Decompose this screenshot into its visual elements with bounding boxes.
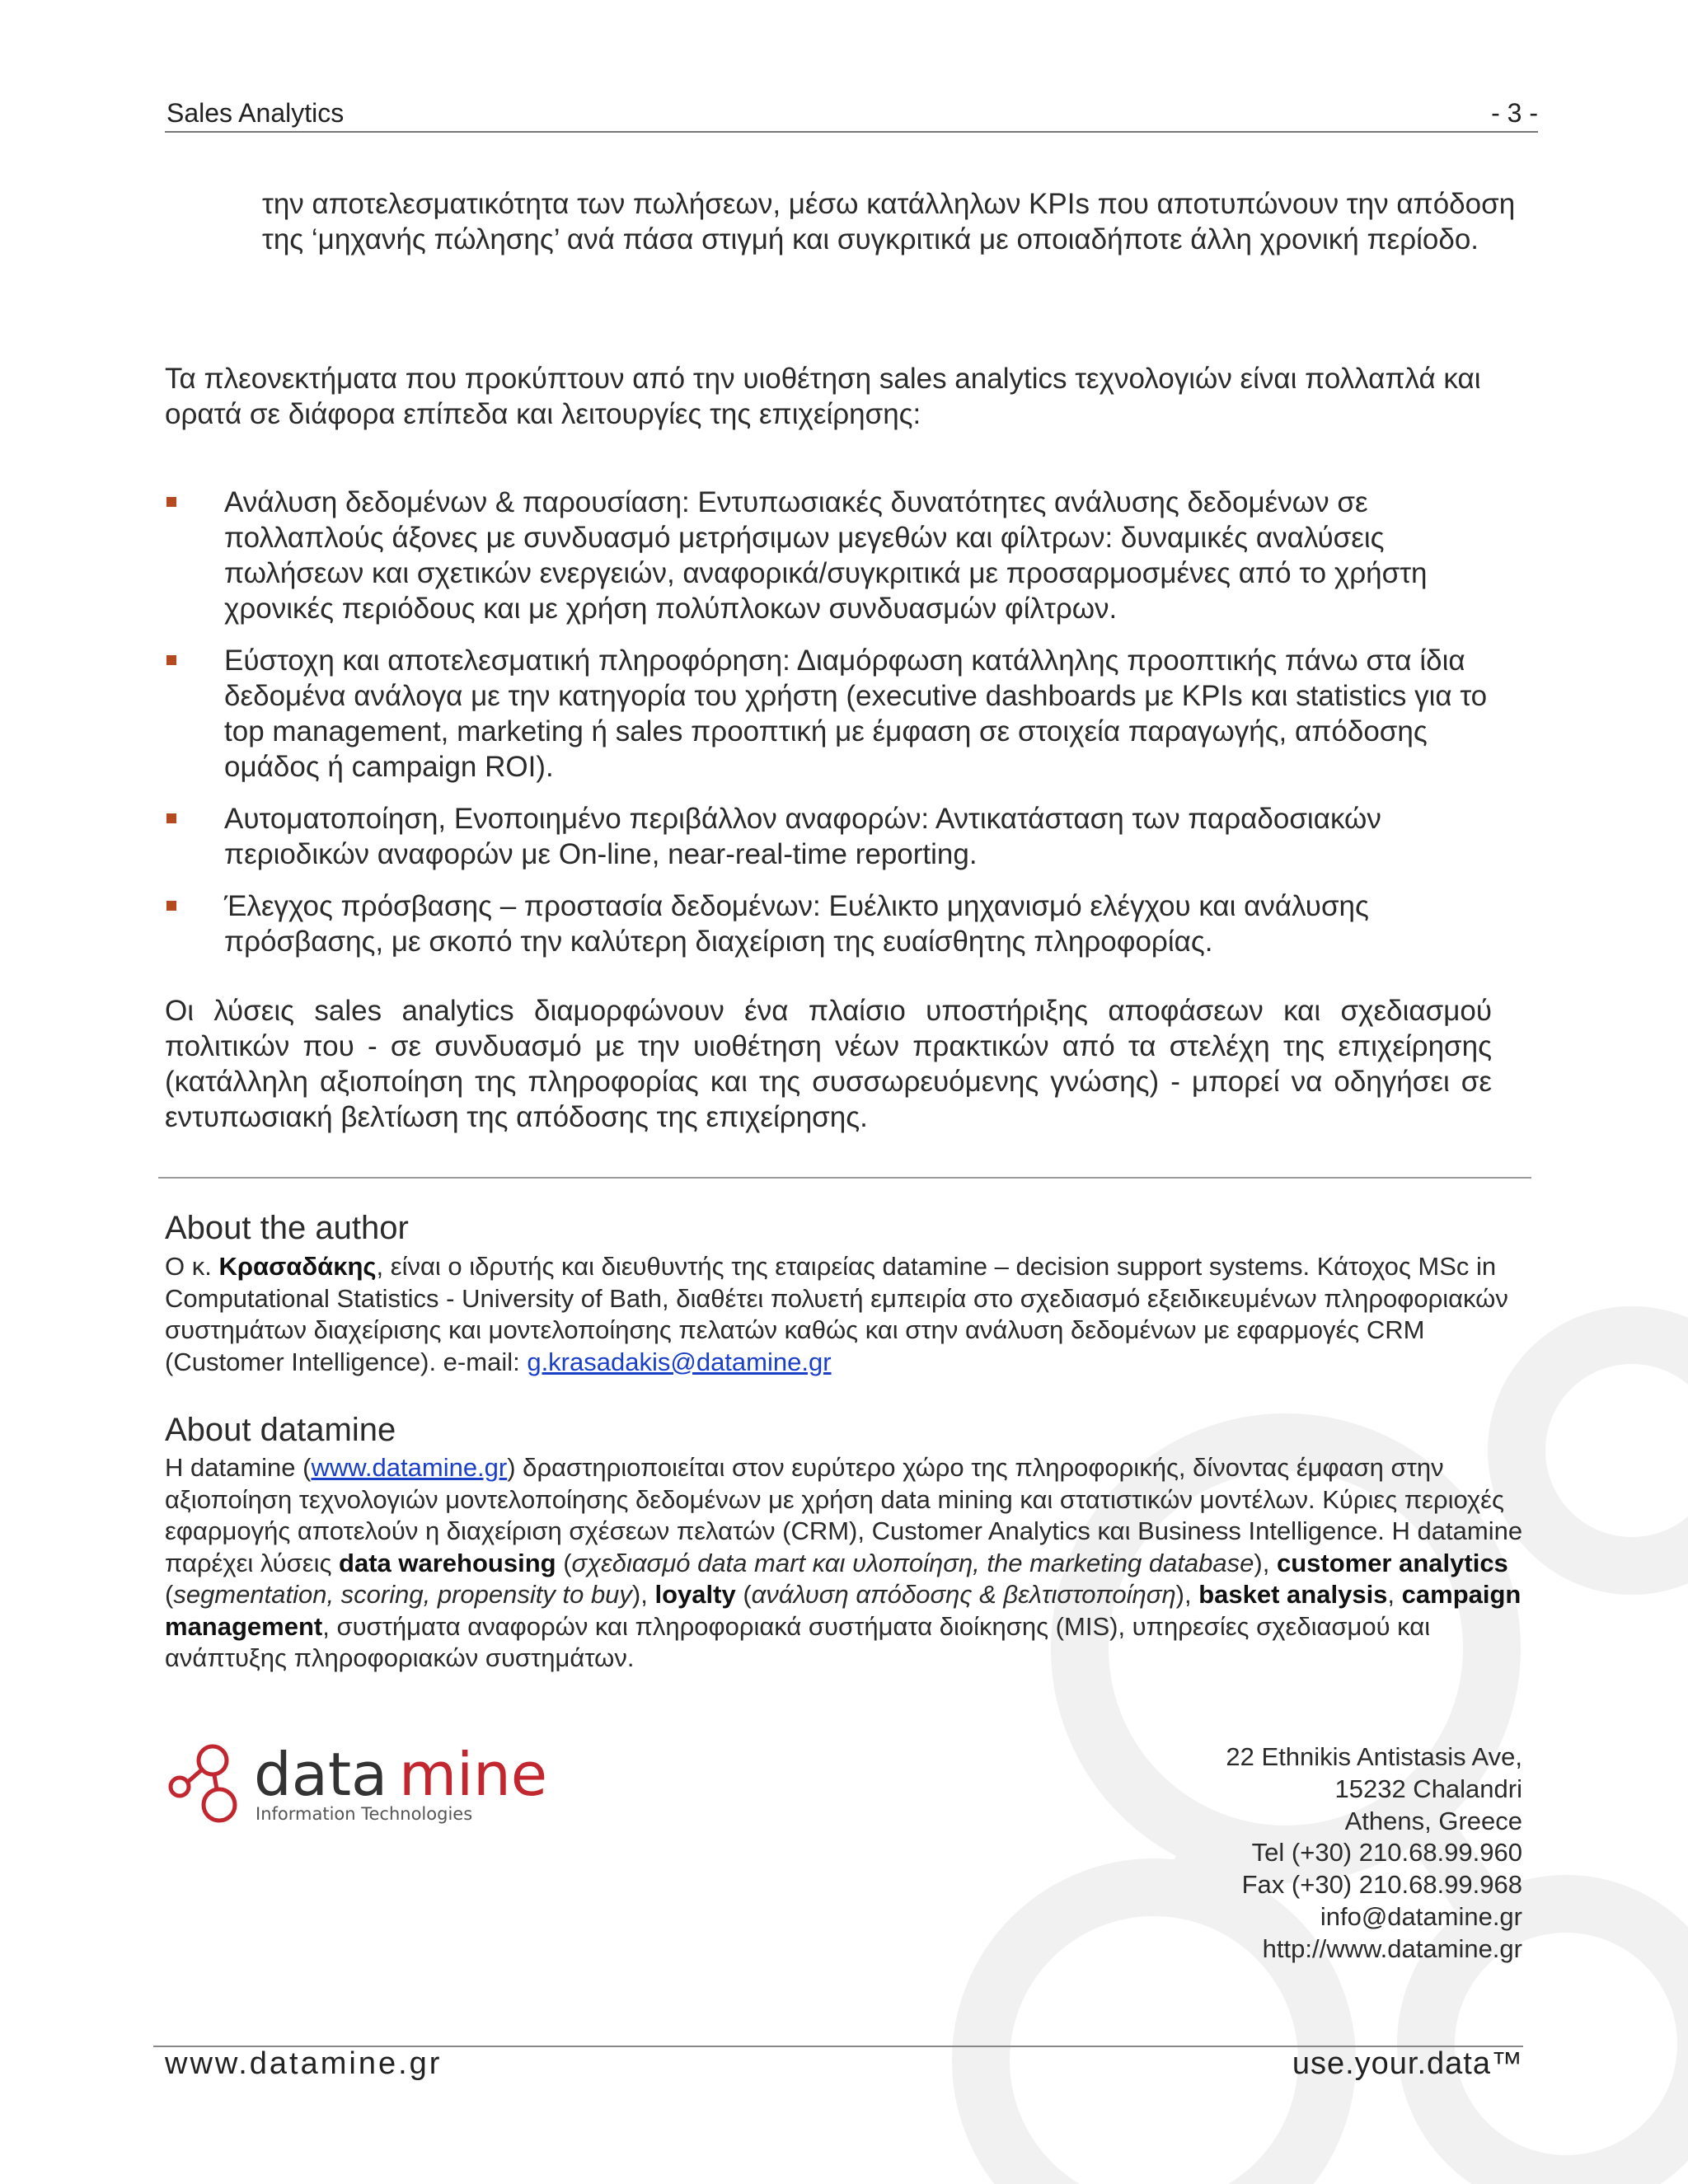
service-loyalty: loyalty bbox=[654, 1580, 736, 1609]
about-author-heading: About the author bbox=[165, 1210, 409, 1246]
list-item-text: Έλεγχος πρόσβασης – προστασία δεδομένων: Ευέλικτο μηχανισμό ελέγχου και ανάλυσης πρόσβασης, με σκοπό την καλύτερη διαχείριση της ευαίσθητης πληροφορίας. bbox=[224, 890, 1369, 958]
text-segment: ), bbox=[1175, 1580, 1199, 1609]
author-email-link[interactable]: g.krasadakis@datamine.gr bbox=[527, 1347, 832, 1376]
list-item bbox=[165, 888, 1492, 959]
website-line: http://www.datamine.gr bbox=[1262, 1933, 1522, 1963]
address-line: 15232 Chalandri bbox=[1334, 1774, 1522, 1803]
service-customer-analytics: customer analytics bbox=[1276, 1548, 1508, 1577]
footer-slogan: use.your.data™ bbox=[1292, 2046, 1523, 2081]
text-segment: , bbox=[1387, 1580, 1402, 1609]
text-segment: Η datamine ( bbox=[165, 1453, 312, 1482]
service-campaign-management: campaign management bbox=[165, 1580, 1522, 1641]
fax-line: Fax (+30) 210.68.99.968 bbox=[1241, 1870, 1522, 1900]
bullet-icon bbox=[166, 655, 176, 665]
author-bio: , είναι ο ιδρυτής και διευθυντής της εταιρείας datamine – decision support systems. Κάτοχος MSc in Computational Statistics - University of Bath, διαθέτει πολυετή εμπειρία στο σχεδιασμό εξειδικευμένων πληροφοριακών συστημάτων διαχείρισης και μοντελοποίησης πελατών καθώς και στην ανάλυση δεδομένων με εφαρμογές CRM (Customer Intelligence). e-mail: bbox=[165, 1252, 1508, 1376]
text-segment: ( bbox=[735, 1580, 752, 1609]
bullet-icon bbox=[166, 901, 176, 911]
header-divider bbox=[165, 131, 1538, 133]
section-divider bbox=[158, 1177, 1531, 1179]
footer-website: www.datamine.gr bbox=[165, 2046, 443, 2081]
text-segment: ) δραστηριοποιείται στον ευρύτερο χώρο της πληροφορικής, δίνοντας έμφαση στην αξιοποίηση τεχνολογιών μοντελοποίησης δεδομένων με χρήση data mining και στατιστικών μοντέλων. Κύριες περιοχές εφαρμογής αποτελούν η διαχείριση σχέσεων πελατών (CRM), Customer Analytics και Business Intelligence. Η datamine παρέχει λύσεις bbox=[165, 1453, 1523, 1577]
bullet-icon bbox=[166, 813, 176, 823]
conclusion-paragraph: Οι λύσεις sales analytics διαμορφώνουν ένα πλαίσιο υποστήριξης αποφάσεων και σχεδιασμού πολιτικών που - σε συνδυασμό με την υιοθέτηση νέων πρακτικών από τα στελέχη της επιχείρησης (κατάλληλη αξιοποίηση της πληροφορίας και της συσσωρευόμενης γνώσης) - μπορεί να οδηγήσει σε εντυπωσιακή βελτίωση της απόδοσης της επιχείρησης. bbox=[165, 995, 1492, 1133]
list-item bbox=[165, 643, 1492, 785]
logo-word-mine: mine bbox=[399, 1740, 548, 1809]
logo-tagline: Information Technologies bbox=[256, 1804, 473, 1824]
datamine-logo bbox=[162, 1729, 590, 1836]
text-segment: ), bbox=[1254, 1548, 1277, 1577]
address-line: Athens, Greece bbox=[1344, 1806, 1522, 1835]
text-segment: segmentation, scoring, propensity to buy bbox=[173, 1580, 632, 1609]
text-segment: ( bbox=[556, 1548, 572, 1577]
service-data-warehousing: data warehousing bbox=[339, 1548, 556, 1577]
text-segment: ), bbox=[631, 1580, 655, 1609]
contact-address bbox=[945, 1741, 1522, 1966]
text-segment: , συστήματα αναφορών και πληροφοριακά συστήματα διοίκησης (MIS), υπηρεσίες σχεδιασμού και ανάπτυξης πληροφοριακών συστημάτων. bbox=[165, 1611, 1431, 1672]
text-segment: ανάλυση απόδοσης & βελτιστοποίηση bbox=[751, 1580, 1176, 1609]
intro-paragraph: την αποτελεσματικότητα των πωλήσεων, μέσω κατάλληλων KPIs που αποτυπώνουν την απόδοση της ‘μηχανής πώλησης’ ανά πάσα στιγμή και συγκριτικά με οποιαδήποτε άλλη χρονική περίοδο. bbox=[262, 188, 1516, 255]
page-number: - 3 - bbox=[1491, 98, 1538, 128]
datamine-website-link[interactable]: www.datamine.gr bbox=[311, 1453, 508, 1482]
list-item-text: Εύστοχη και αποτελεσματική πληροφόρηση: Διαμόρφωση κατάλληλης προοπτικής πάνω στα ίδια δεδομένα ανάλογα με την κατηγορία του χρήστη (executive dashboards με KPIs και statistics για το top management, marketing ή sales προοπτική με έμφαση σε στοιχεία παραγωγής, απόδοσης ομάδος ή campaign ROI). bbox=[224, 644, 1488, 783]
list-item-text: Ανάλυση δεδομένων & παρουσίαση: Εντυπωσιακές δυνατότητες ανάλυσης δεδομένων σε πολλαπλούς άξονες με συνδυασμό μετρήσιμων μεγεθών και φίλτρων: δυναμικές αναλύσεις πωλήσεων και σχετικών ενεργειών, αναφορικά/συγκριτικά με προσαρμοσμένες από το χρήστη χρονικές περιόδους και με χρήση πολύπλοκων συνδυασμών φίλτρων. bbox=[224, 486, 1428, 625]
bullet-icon bbox=[166, 497, 176, 507]
about-datamine-text bbox=[165, 1452, 1525, 1675]
phone-line: Tel (+30) 210.68.99.960 bbox=[1251, 1838, 1522, 1868]
list-item bbox=[165, 485, 1492, 626]
about-datamine-heading: About datamine bbox=[165, 1412, 396, 1448]
address-line: 22 Ethnikis Antistasis Ave, bbox=[1226, 1742, 1522, 1771]
logo-word-data: data bbox=[254, 1740, 388, 1809]
service-basket-analysis: basket analysis bbox=[1198, 1580, 1388, 1609]
author-prefix: Ο κ. bbox=[165, 1252, 219, 1281]
about-author-text bbox=[165, 1251, 1525, 1378]
email-line: info@datamine.gr bbox=[1320, 1901, 1522, 1931]
list-item-text: Αυτοματοποίηση, Ενοποιημένο περιβάλλον αναφορών: Αντικατάσταση των παραδοσιακών περιοδικών αναφορών με On-line, near-real-time reporting. bbox=[224, 803, 1381, 870]
benefits-paragraph: Τα πλεονεκτήματα που προκύπτουν από την υιοθέτηση sales analytics τεχνολογιών είναι πολλαπλά και ορατά σε διάφορα επίπεδα και λειτουργίες της επιχείρησης: bbox=[165, 363, 1481, 430]
text-segment: σχεδιασμό data mart και υλοποίηση, the marketing database bbox=[571, 1548, 1254, 1577]
header-title: Sales Analytics bbox=[166, 98, 345, 128]
author-name: Κρασαδάκης bbox=[218, 1252, 377, 1281]
benefits-list bbox=[165, 485, 1492, 976]
text-segment: ( bbox=[165, 1580, 174, 1609]
list-item bbox=[165, 801, 1492, 872]
